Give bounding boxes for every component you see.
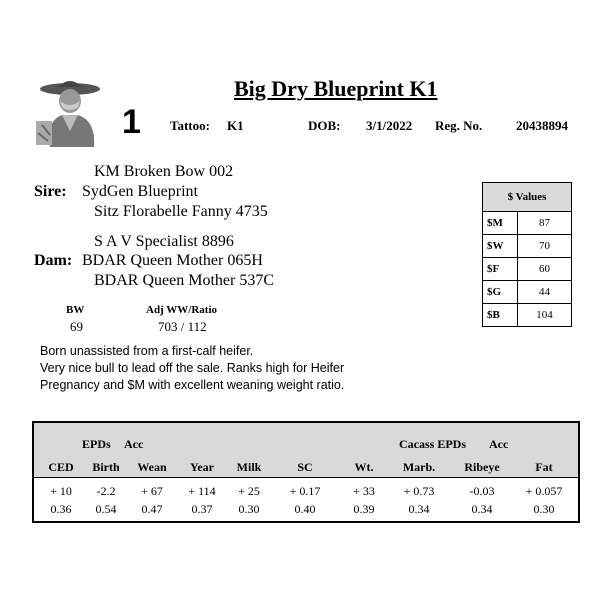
- epd-value: + 33: [353, 484, 375, 498]
- dollar-key: $F: [483, 258, 518, 281]
- epd-acc-label: Acc: [124, 437, 144, 451]
- reg-label: Reg. No.: [435, 118, 483, 133]
- dollar-value: 104: [518, 304, 572, 327]
- dollar-row: [483, 281, 572, 304]
- dollar-key: $M: [483, 212, 518, 235]
- epd-column-header: Ribeye: [464, 460, 500, 474]
- epd-value: + 25: [238, 484, 260, 498]
- dam-of-sire: Sitz Florabelle Fanny 4735: [94, 203, 268, 220]
- epd-column-header: Fat: [535, 460, 553, 474]
- epd-value: + 67: [141, 484, 163, 498]
- comment-line: Very nice bull to lead off the sale. Ranks high for Heifer: [40, 361, 345, 375]
- epd-column-header: Marb.: [402, 460, 436, 474]
- epd-accuracy: 0.34: [408, 502, 430, 516]
- epd-accuracy: 0.30: [533, 502, 555, 516]
- epd-accuracy: 0.40: [294, 502, 316, 516]
- cowboy-logo: [32, 75, 104, 147]
- dollar-key: $G: [483, 281, 518, 304]
- epd-value: + 114: [188, 484, 216, 498]
- dob-label: DOB:: [308, 118, 341, 133]
- dollar-value: 87: [518, 212, 572, 235]
- epd-column-header: Wt.: [354, 460, 374, 474]
- dollar-value: 60: [518, 258, 572, 281]
- epd-value: + 0.057: [525, 484, 563, 498]
- epd-accuracy: 0.37: [191, 502, 213, 516]
- epd-column-header: SC: [297, 460, 313, 474]
- sire-label: Sire:: [34, 183, 67, 200]
- bw-value: 69: [70, 319, 83, 334]
- epd-value: + 10: [50, 484, 72, 498]
- carcass-acc-label: Acc: [489, 437, 509, 451]
- epd-column-header: Birth: [92, 460, 120, 474]
- epd-group-label: EPDs: [82, 437, 111, 451]
- comment-line: Born unassisted from a first-calf heifer.: [40, 344, 254, 358]
- sire-of-sire: KM Broken Bow 002: [94, 163, 234, 180]
- dob-value: 3/1/2022: [366, 118, 413, 133]
- epd-accuracy: 0.39: [353, 502, 375, 516]
- animal-title: Big Dry Blueprint K1: [234, 76, 438, 101]
- tattoo-label: Tattoo:: [170, 118, 210, 133]
- dollar-values-table: [482, 182, 572, 327]
- dollar-row: [483, 258, 572, 281]
- dollar-key: $W: [483, 235, 518, 258]
- epd-value: -0.03: [469, 484, 495, 498]
- tattoo-value: K1: [227, 118, 244, 133]
- epd-column-header: Year: [190, 460, 214, 474]
- dollar-value: 70: [518, 235, 572, 258]
- dam-label: Dam:: [34, 252, 73, 269]
- carcass-epd-label: Cacass EPDs: [399, 437, 467, 451]
- dollar-key: $B: [483, 304, 518, 327]
- epd-accuracy: 0.36: [50, 502, 72, 516]
- epd-value: + 0.73: [403, 484, 435, 498]
- dam-of-dam: BDAR Queen Mother 537C: [94, 272, 274, 289]
- sire-name: SydGen Blueprint: [82, 183, 198, 200]
- dollar-row: [483, 235, 572, 258]
- lot-number: 1: [122, 103, 141, 141]
- dam-name: BDAR Queen Mother 065H: [82, 252, 263, 269]
- epd-value: + 0.17: [289, 484, 321, 498]
- comment-line: Pregnancy and $M with excellent weaning weight ratio.: [40, 378, 345, 392]
- comments: [40, 343, 460, 394]
- dollar-row: [483, 304, 572, 327]
- epd-accuracy: 0.54: [95, 502, 117, 516]
- epd-column-header: Milk: [236, 460, 262, 474]
- reg-number: 20438894: [516, 118, 568, 133]
- dollar-value: 44: [518, 281, 572, 304]
- epd-accuracy: 0.47: [141, 502, 163, 516]
- ww-value: 703 / 112: [158, 319, 207, 334]
- epd-accuracy: 0.34: [471, 502, 493, 516]
- ww-label: Adj WW/Ratio: [146, 304, 217, 316]
- epd-column-header: Wean: [137, 460, 167, 474]
- epd-accuracy: 0.30: [238, 502, 260, 516]
- dollar-values-title: $ Values: [483, 183, 572, 212]
- dollar-row: [483, 212, 572, 235]
- epd-column-header: CED: [48, 460, 74, 474]
- sire-of-dam: S A V Specialist 8896: [94, 233, 234, 250]
- epd-value: -2.2: [96, 484, 116, 498]
- bw-label: BW: [66, 304, 85, 316]
